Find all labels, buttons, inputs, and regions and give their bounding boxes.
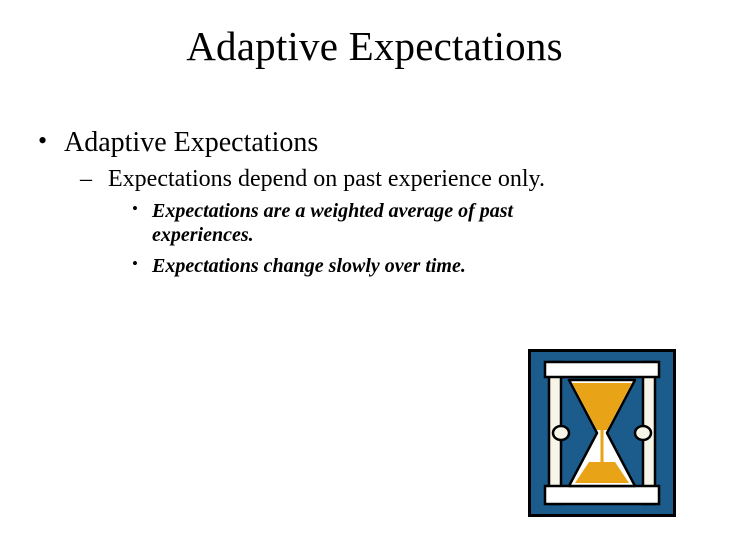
bullet-level3-a-text: Expectations are a weighted average of past experiences. bbox=[152, 200, 514, 247]
bullet-level3-b-text: Expectations change slowly over time. bbox=[152, 255, 466, 278]
bullet-level1-text: Adaptive Expectations bbox=[64, 127, 319, 158]
slide-body bbox=[32, 126, 722, 285]
bullet-level3-a bbox=[32, 199, 722, 247]
bullet-level2-text: Expectations depend on past experience only. bbox=[108, 166, 545, 193]
bullet-dot-icon: • bbox=[132, 254, 138, 274]
bullet-level2 bbox=[32, 165, 722, 193]
hourglass-icon bbox=[528, 349, 676, 517]
bullet-level1 bbox=[32, 126, 722, 159]
bullet-dot-icon: • bbox=[132, 199, 138, 219]
bullet-dot-icon: • bbox=[38, 126, 48, 155]
bullet-level3-b bbox=[32, 254, 722, 278]
page-title: Adaptive Expectations bbox=[186, 23, 563, 69]
bullet-dash-icon: – bbox=[80, 166, 92, 193]
